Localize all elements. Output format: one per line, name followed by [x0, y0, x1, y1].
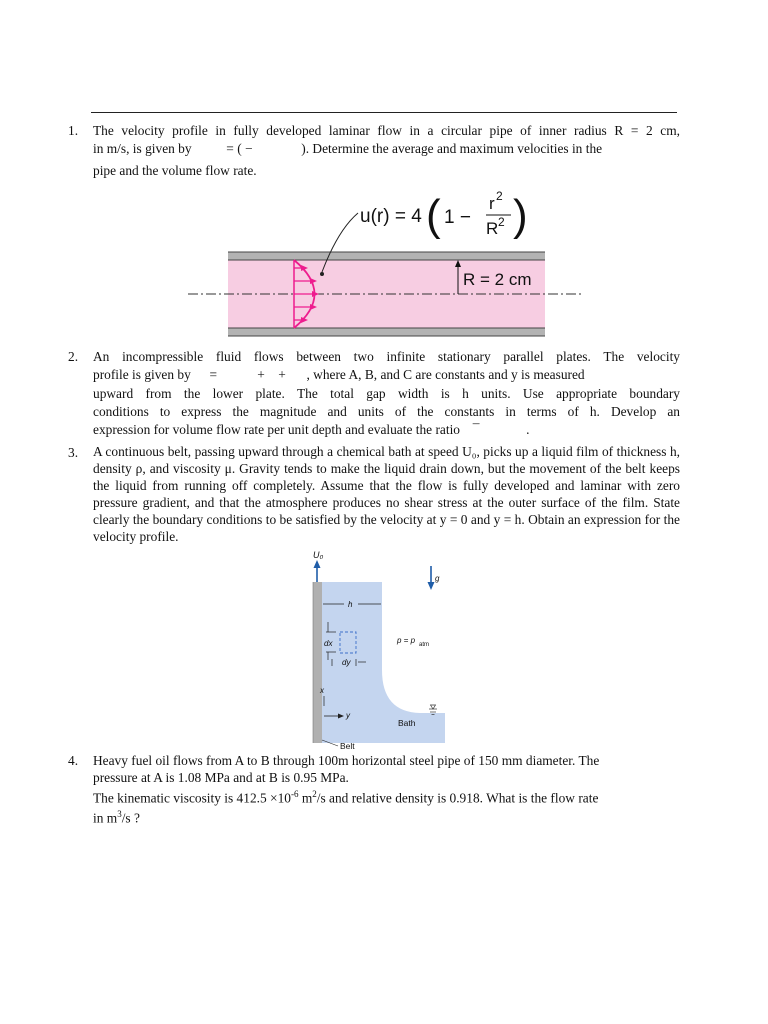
exponent: 3 — [117, 809, 122, 820]
question-text: m — [298, 790, 313, 806]
svg-text:1 −: 1 − — [444, 207, 471, 228]
question-text: ). Determine the average and maximum velocities in the — [301, 141, 603, 156]
question-text: in m — [93, 810, 118, 826]
pipe-bottom-wall — [228, 328, 545, 336]
svg-text:x: x — [320, 686, 324, 695]
svg-text:R = 2 cm: R = 2 cm — [463, 270, 532, 289]
belt-velocity-arrow — [313, 550, 323, 582]
question-text: /s and relative density is 0.918. What is the flow rate — [316, 790, 599, 806]
top-rule — [91, 112, 677, 113]
exponent: 2 — [312, 789, 317, 799]
svg-text:2: 2 — [498, 215, 505, 229]
question-number: 2. — [68, 349, 79, 364]
question-text: A continuous belt, passing upward through a chemical bath at speed U₀, picks up a liquid film of thickness h, density ρ, and viscosity μ. Gravity tends to make the liquid drain down, but the movement of the belt keeps the liquid from running off completely. Assume that the flow is fully developed and laminar with zero pressure gradient, and that the atmosphere produces no shear stress at the outer surface of the film. State clearly the boundary conditions to be satisfied by the velocity at y = 0 and y = h. Obtain an expression for the velocity profile. — [93, 444, 680, 544]
svg-text:): ) — [513, 191, 528, 240]
question-1 — [68, 122, 680, 180]
svg-text:p = p: p = p — [397, 636, 416, 645]
svg-text:R: R — [486, 219, 499, 238]
question-text: pressure at A is 1.08 MPa and at B is 0.95 MPa. — [93, 770, 349, 785]
svg-text:dx: dx — [324, 639, 333, 648]
question-number: 3. — [68, 445, 79, 460]
question-3 — [68, 444, 680, 545]
question-text: . — [526, 422, 530, 437]
question-text: /s ? — [121, 810, 140, 826]
liquid-film — [322, 582, 445, 743]
pressure-label — [396, 636, 429, 648]
belt — [313, 582, 322, 743]
svg-text:atm: atm — [419, 642, 430, 648]
question-2 — [68, 348, 680, 439]
svg-text:dy: dy — [342, 658, 351, 667]
question-text: conditions to express the magnitude and units of the constants in terms of h. Develop an — [93, 404, 680, 419]
svg-text:g: g — [435, 574, 440, 583]
exponent: -6 — [290, 789, 299, 799]
question-4 — [68, 752, 680, 827]
question-text: expression for volume flow rate per unit depth and evaluate the ratio — [93, 422, 461, 437]
question-text: , where A, B, and C are constants and y is measured — [306, 367, 585, 382]
question-text: The velocity profile in fully developed laminar flow in a circular pipe of inner radius R = 2 cm, — [93, 123, 680, 138]
gravity-arrow — [428, 566, 441, 590]
equation-fragment: = ( − — [226, 141, 253, 156]
question-text: Heavy fuel oil flows from A to B through 100m horizontal steel pipe of 150 mm diameter. The — [93, 753, 600, 768]
question-text: pipe and the volume flow rate. — [93, 163, 257, 178]
bath-label: Bath — [398, 718, 416, 728]
svg-text:h: h — [348, 600, 353, 609]
velocity-equation — [360, 190, 528, 240]
question-text: The kinematic viscosity is 412.5 ×10 — [93, 790, 291, 806]
svg-text:y: y — [346, 711, 350, 720]
equation-fragment: ¯ — [472, 422, 480, 437]
svg-text:r: r — [489, 194, 495, 213]
svg-text:(: ( — [426, 191, 441, 240]
pipe-top-wall — [228, 252, 545, 260]
question-text: in m/s, is given by — [93, 141, 192, 156]
question-text: An incompressible fluid flows between two infinite stationary parallel plates. The velocity — [93, 349, 680, 364]
question-number: 1. — [68, 123, 79, 138]
question-text: profile is given by — [93, 367, 191, 382]
question-text: upward from the lower plate. The total gap width is h units. Use appropriate boundary — [93, 386, 680, 401]
svg-text:2: 2 — [496, 190, 503, 203]
svg-text:U₀: U₀ — [313, 550, 324, 560]
svg-text:u(r) = 4: u(r) = 4 — [360, 206, 422, 227]
belt-label: Belt — [340, 741, 355, 751]
belt-bath-figure — [300, 548, 460, 752]
pipe-flow-figure — [180, 190, 590, 340]
question-number: 4. — [68, 753, 79, 768]
equation-fragment: = + + — [209, 367, 286, 382]
